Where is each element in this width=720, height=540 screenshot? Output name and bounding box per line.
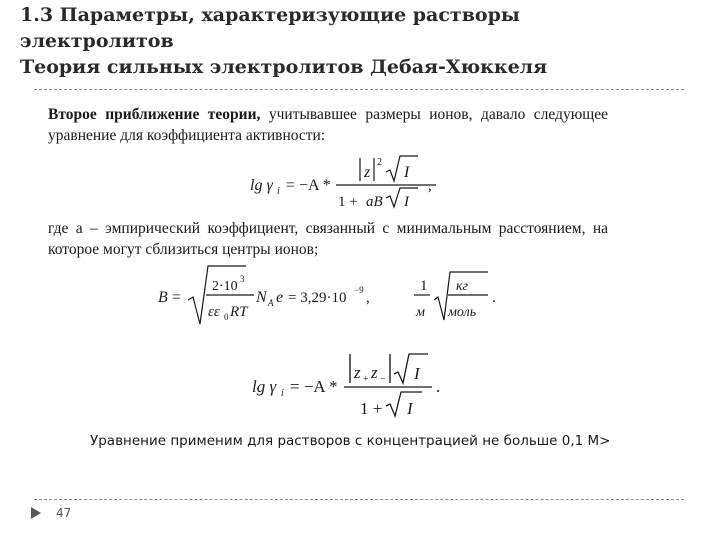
svg-text:кг: кг (456, 279, 469, 294)
paragraph-coefficient-a: где a – эмпирический коэффициент, связанный с минимальным расстоянием, на которое могут сблизиться центры ионов; (48, 220, 608, 258)
title-line-1: 1.3 Параметры, характеризующие растворы (20, 4, 520, 26)
svg-text:=: = (172, 289, 182, 306)
svg-text:I: I (404, 164, 410, 181)
scanned-text-image (40, 100, 620, 430)
top-divider (34, 89, 684, 90)
svg-text:lg γ: lg γ (252, 377, 277, 396)
svg-text:i: i (281, 388, 284, 399)
svg-text:z: z (371, 363, 378, 382)
page-number: 47 (56, 506, 72, 520)
title-line-3: Теория сильных электролитов Дебая-Хюккеля (20, 56, 548, 78)
svg-text:z: z (354, 363, 361, 382)
svg-text:N: N (256, 289, 267, 306)
svg-text:I: I (414, 364, 420, 383)
svg-text:I: I (404, 194, 409, 210)
svg-text:= −A *: = −A * (290, 377, 338, 396)
paragraph-bold-lead: Второе приближение теории, (48, 106, 261, 123)
svg-text:.: . (492, 290, 496, 306)
svg-text:.: . (436, 377, 441, 396)
concentration-note: Уравнение применим для растворов с концентрацией не больше 0,1 М> (90, 433, 611, 449)
svg-text:1: 1 (420, 278, 428, 294)
slide-title (20, 2, 547, 80)
svg-text:i: i (277, 186, 280, 197)
svg-text:A: A (268, 298, 274, 308)
svg-text:εε: εε (208, 304, 220, 320)
svg-text:2·10: 2·10 (212, 279, 238, 294)
svg-text:2: 2 (377, 157, 382, 168)
paragraph-second-approximation (48, 104, 608, 146)
svg-text:= 3,29·10: = 3,29·10 (288, 290, 347, 306)
svg-text:1 +: 1 + (360, 399, 383, 418)
equation-B (158, 264, 578, 330)
equation-lg-gamma-1 (250, 152, 440, 214)
triangle-marker-icon (30, 506, 42, 520)
svg-text:z: z (364, 164, 371, 181)
title-line-2: электролитов (20, 30, 174, 52)
svg-text:моль: моль (448, 305, 477, 320)
svg-text:,: , (366, 290, 370, 306)
svg-text:3: 3 (240, 274, 245, 284)
svg-text:1 +: 1 + (338, 194, 358, 210)
svg-text:,: , (428, 178, 432, 194)
svg-text:+: + (363, 374, 369, 385)
svg-text:−9: −9 (354, 285, 364, 295)
svg-text:aB: aB (366, 194, 383, 210)
equation-lg-gamma-2 (252, 350, 482, 422)
svg-text:−: − (380, 374, 386, 385)
svg-text:м: м (416, 305, 425, 320)
bottom-divider (34, 499, 684, 500)
svg-text:RT: RT (230, 304, 248, 320)
svg-text:e: e (276, 289, 284, 306)
paragraph-rest: учитывавшее размеры ионов, давало следующее уравнение для коэффициента активности: (48, 106, 608, 144)
svg-text:lg γ: lg γ (250, 177, 273, 194)
svg-text:= −A *: = −A * (286, 177, 331, 194)
svg-text:0: 0 (224, 312, 229, 322)
svg-text:B: B (158, 289, 168, 306)
svg-text:I: I (407, 399, 413, 418)
